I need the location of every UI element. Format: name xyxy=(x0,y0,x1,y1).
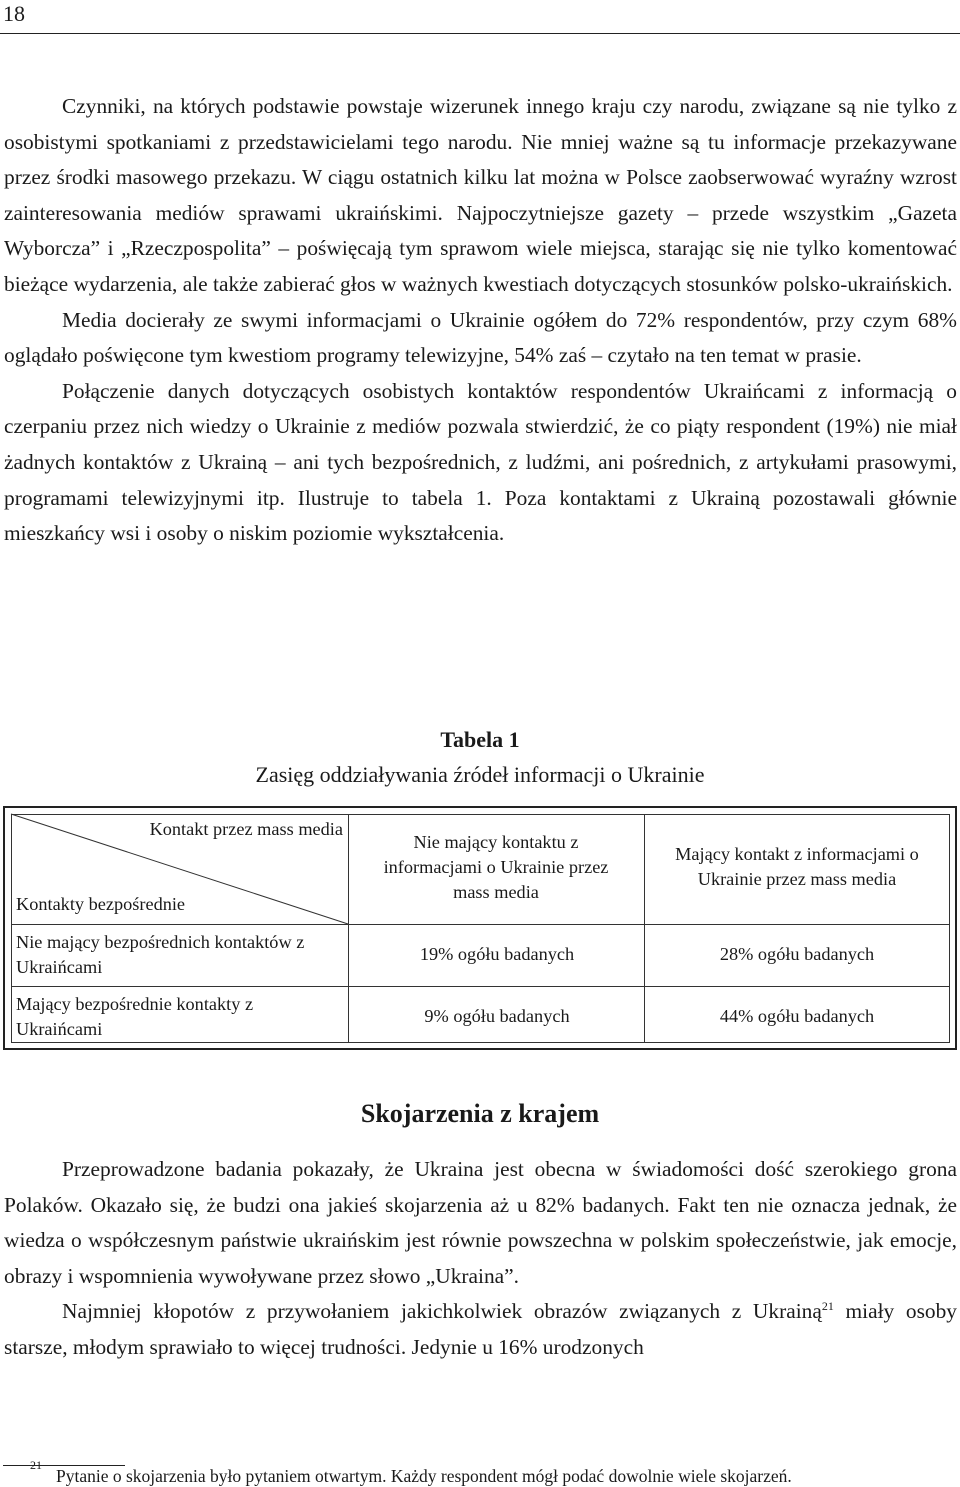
column-header: Nie mający kontaktu z informacjami o Ukrainie przez mass media xyxy=(383,832,609,902)
paragraph: Połączenie danych dotyczących osobistych kontaktów respondentów Ukraińcami z informacją o czerpaniu przez nich wiedzy o Ukrainie z mediów pozwala stwierdzić, że co piąty respondent (19%) nie miał żadnych kontaktów z Ukrainą – ani tych bezpośrednich, z ludźmi, ani pośrednich, z artykułami prasowymi, programami telewizyjnymi itp. Ilustruje to tabela 1. Poza kontaktami z Ukrainą pozostawali głównie mieszkańcy wsi i osoby o niskim poziomie wykształcenia. xyxy=(4,378,957,546)
paragraph: Media docierały ze swymi informacjami o Ukrainie ogółem do 72% respondentów, przy czym 68% oglądało poświęcone tym kwestiom programy telewizyjne, 54% zaś – czytało na ten temat w prasie. xyxy=(4,307,957,368)
section-heading: Skojarzenia z krajem xyxy=(360,1099,600,1128)
paragraph-text: miały osoby starsze, młodym sprawiało to więcej trudności. Jedynie u 16% urodzonych xyxy=(4,1299,957,1359)
table-grid-line xyxy=(348,814,349,1042)
column-header: Mający kontakt z informacjami o Ukrainie przez mass media xyxy=(675,844,919,889)
table-cell: 19% ogółu badanych xyxy=(419,944,575,964)
table-grid-line xyxy=(644,814,645,1042)
table-title: Zasięg oddziaływania źródeł informacji o Ukrainie xyxy=(255,762,705,787)
paragraph: Czynniki, na których podstawie powstaje wizerunek innego kraju czy narodu, związane są nie tylko z osobistymi spotkaniami z przedstawicielami tego narodu. Nie mniej ważne są tu informacje przekazywane przez środki masowego przekazu. W ciągu ostatnich kilku lat można w Polsce zaobserwować wyraźny wzrost zainteresowania mediów sprawami ukraińskimi. Najpoczytniejsze gazety – przede wszystkim „Gazeta Wyborcza” i „Rzeczpospolita” – poświęcają tym sprawom wiele miejsca, starając się nie tylko komentować bieżące wydarzenia, ale także zabierać głos w ważnych kwestiach dotyczących stosunków polsko-ukraińskich. xyxy=(4,94,957,296)
table-cell: 28% ogółu badanych xyxy=(719,944,875,964)
table-cell: 9% ogółu badanych xyxy=(424,1006,570,1026)
corner-header-top: Kontakt przez mass media xyxy=(149,819,343,839)
table-number: Tabela 1 xyxy=(440,727,520,752)
table-grid-line xyxy=(11,814,12,1042)
paragraph: Przeprowadzone badania pokazały, że Ukraina jest obecna w świadomości dość szerokiego grona Polaków. Okazało się, że budzi ona jakieś skojarzenia aż u 82% badanych. Fakt ten nie oznacza jednak, że wiedza o współczesnym państwie ukraińskim jest równie powszechna w polskim społeczeństwie, jak emocje, obrazy i wspomnienia wywoływane przez słowo „Ukraina”. xyxy=(4,1157,957,1288)
page-number: 18 xyxy=(3,1,25,26)
table-grid-line xyxy=(11,814,950,815)
row-header: Mający bezpośrednie kontakty z Ukraińcami xyxy=(16,994,254,1039)
paragraph-text: Najmniej kłopotów z przywołaniem jakichkolwiek obrazów związanych z Ukrainą xyxy=(62,1299,822,1324)
table-grid-line xyxy=(949,814,950,1042)
corner-header-bottom: Kontakty bezpośrednie xyxy=(16,894,186,914)
data-table xyxy=(3,806,957,1050)
paragraph xyxy=(4,1294,957,1365)
footnote-reference[interactable]: 21 xyxy=(821,1299,834,1314)
body-text-top xyxy=(4,89,957,552)
footnote-text: Pytanie o skojarzenia było pytaniem otwartym. Każdy respondent mógł podać dowolnie wiele skojarzeń. xyxy=(56,1466,792,1486)
header-rule xyxy=(0,33,960,34)
table-grid-line xyxy=(11,1042,950,1043)
body-text-bottom xyxy=(4,1152,957,1366)
table-grid-line xyxy=(11,986,950,987)
table-grid-line xyxy=(11,924,950,925)
row-header: Nie mający bezpośrednich kontaktów z Ukraińcami xyxy=(16,932,305,977)
table-cell: 44% ogółu badanych xyxy=(719,1006,875,1026)
